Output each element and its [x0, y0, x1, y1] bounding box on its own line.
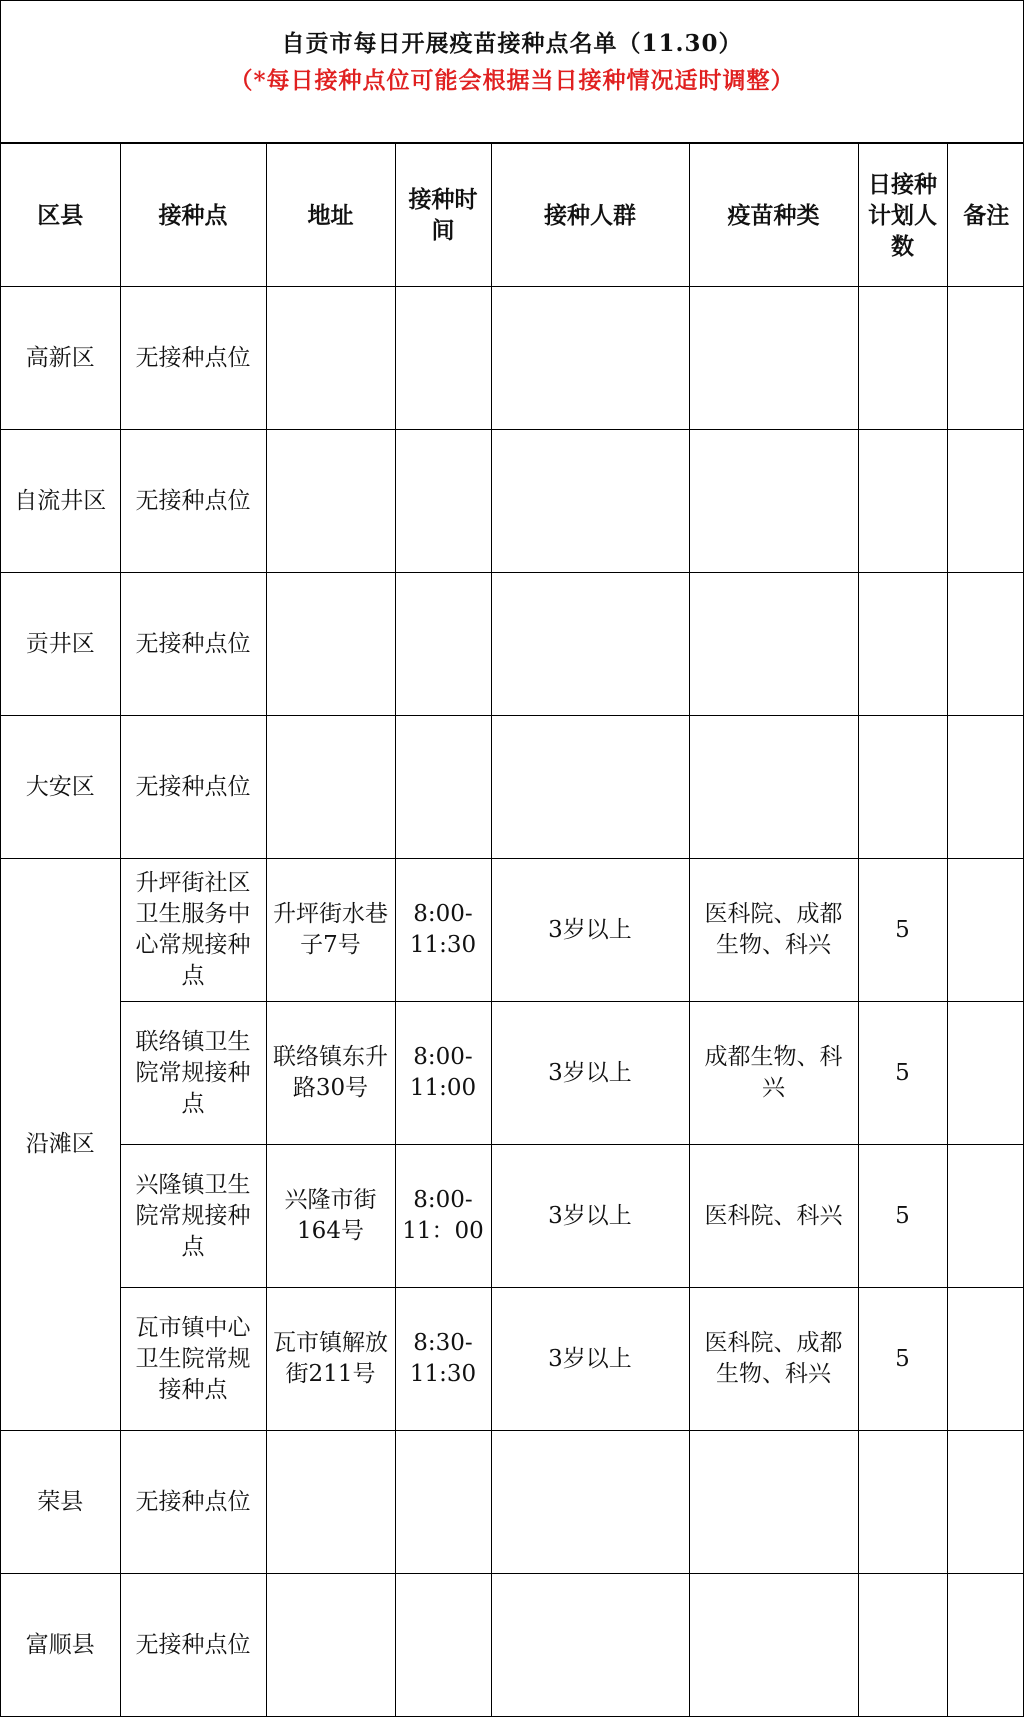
header-address: 地址	[266, 144, 395, 287]
empty-cell	[858, 430, 947, 573]
vaccine-cell: 成都生物、科兴	[689, 1002, 858, 1145]
table-row	[1, 859, 1024, 1002]
empty-cell	[491, 1431, 689, 1574]
empty-cell	[689, 287, 858, 430]
site-cell: 联络镇卫生院常规接种点	[120, 1002, 266, 1145]
table-row	[1, 1574, 1024, 1717]
vaccine-cell: 医科院、成都生物、科兴	[689, 859, 858, 1002]
time-cell: 8:00-11：00	[395, 1145, 491, 1288]
site-cell: 无接种点位	[120, 573, 266, 716]
empty-cell	[266, 716, 395, 859]
empty-cell	[395, 716, 491, 859]
empty-cell	[689, 430, 858, 573]
district-cell: 沿滩区	[1, 859, 120, 1431]
empty-cell	[266, 287, 395, 430]
table-row	[1, 1002, 1024, 1145]
address-cell: 兴隆市街164号	[266, 1145, 395, 1288]
empty-cell	[266, 1574, 395, 1717]
empty-cell	[491, 716, 689, 859]
population-cell: 3岁以上	[491, 1002, 689, 1145]
empty-cell	[491, 287, 689, 430]
remark-cell	[947, 859, 1024, 1002]
header-vaccine: 疫苗种类	[689, 144, 858, 287]
site-cell: 瓦市镇中心卫生院常规接种点	[120, 1288, 266, 1431]
header-remark: 备注	[947, 144, 1024, 287]
district-cell: 自流井区	[1, 430, 120, 573]
empty-cell	[689, 573, 858, 716]
site-cell: 升坪街社区卫生服务中心常规接种点	[120, 859, 266, 1002]
plan-cell: 5	[858, 859, 947, 1002]
header-population: 接种人群	[491, 144, 689, 287]
empty-cell	[689, 1574, 858, 1717]
header-district: 区县	[1, 144, 120, 287]
empty-cell	[858, 1431, 947, 1574]
vaccine-cell: 医科院、成都生物、科兴	[689, 1288, 858, 1431]
empty-cell	[947, 430, 1024, 573]
site-cell: 无接种点位	[120, 430, 266, 573]
empty-cell	[947, 1431, 1024, 1574]
table-row	[1, 287, 1024, 430]
empty-cell	[491, 430, 689, 573]
table-row	[1, 573, 1024, 716]
empty-cell	[395, 287, 491, 430]
empty-cell	[266, 1431, 395, 1574]
district-cell: 富顺县	[1, 1574, 120, 1717]
empty-cell	[491, 1574, 689, 1717]
population-cell: 3岁以上	[491, 1288, 689, 1431]
empty-cell	[395, 430, 491, 573]
empty-cell	[858, 1574, 947, 1717]
empty-cell	[947, 1574, 1024, 1717]
site-cell: 兴隆镇卫生院常规接种点	[120, 1145, 266, 1288]
site-cell: 无接种点位	[120, 287, 266, 430]
empty-cell	[858, 573, 947, 716]
adjustment-note: （*每日接种点位可能会根据当日接种情况适时调整）	[229, 66, 795, 94]
address-cell: 瓦市镇解放街211号	[266, 1288, 395, 1431]
population-cell: 3岁以上	[491, 1145, 689, 1288]
empty-cell	[395, 1574, 491, 1717]
time-cell: 8:00-11:30	[395, 859, 491, 1002]
header-row	[1, 144, 1024, 287]
title-block	[1, 1, 1023, 143]
empty-cell	[689, 716, 858, 859]
site-cell: 无接种点位	[120, 716, 266, 859]
time-cell: 8:00-11:00	[395, 1002, 491, 1145]
header-site: 接种点	[120, 144, 266, 287]
site-cell: 无接种点位	[120, 1574, 266, 1717]
empty-cell	[689, 1431, 858, 1574]
plan-cell: 5	[858, 1002, 947, 1145]
remark-cell	[947, 1145, 1024, 1288]
empty-cell	[858, 287, 947, 430]
empty-cell	[395, 573, 491, 716]
plan-cell: 5	[858, 1288, 947, 1431]
time-cell: 8:30-11:30	[395, 1288, 491, 1431]
table-row	[1, 430, 1024, 573]
table-row	[1, 1288, 1024, 1431]
remark-cell	[947, 1288, 1024, 1431]
header-time: 接种时间	[395, 144, 491, 287]
vaccination-table	[1, 143, 1024, 1717]
vaccine-cell: 医科院、科兴	[689, 1145, 858, 1288]
empty-cell	[266, 430, 395, 573]
empty-cell	[395, 1431, 491, 1574]
empty-cell	[858, 716, 947, 859]
population-cell: 3岁以上	[491, 859, 689, 1002]
empty-cell	[947, 716, 1024, 859]
table-row	[1, 1431, 1024, 1574]
header-plan: 日接种计划人数	[858, 144, 947, 287]
empty-cell	[266, 573, 395, 716]
district-cell: 贡井区	[1, 573, 120, 716]
empty-cell	[947, 287, 1024, 430]
table-row	[1, 1145, 1024, 1288]
address-cell: 升坪街水巷子7号	[266, 859, 395, 1002]
page-title: 自贡市每日开展疫苗接种点名单（11.30）	[281, 29, 743, 57]
remark-cell	[947, 1002, 1024, 1145]
district-cell: 荣县	[1, 1431, 120, 1574]
site-cell: 无接种点位	[120, 1431, 266, 1574]
district-cell: 大安区	[1, 716, 120, 859]
empty-cell	[947, 573, 1024, 716]
plan-cell: 5	[858, 1145, 947, 1288]
district-cell: 高新区	[1, 287, 120, 430]
empty-cell	[491, 573, 689, 716]
address-cell: 联络镇东升路30号	[266, 1002, 395, 1145]
table-row	[1, 716, 1024, 859]
